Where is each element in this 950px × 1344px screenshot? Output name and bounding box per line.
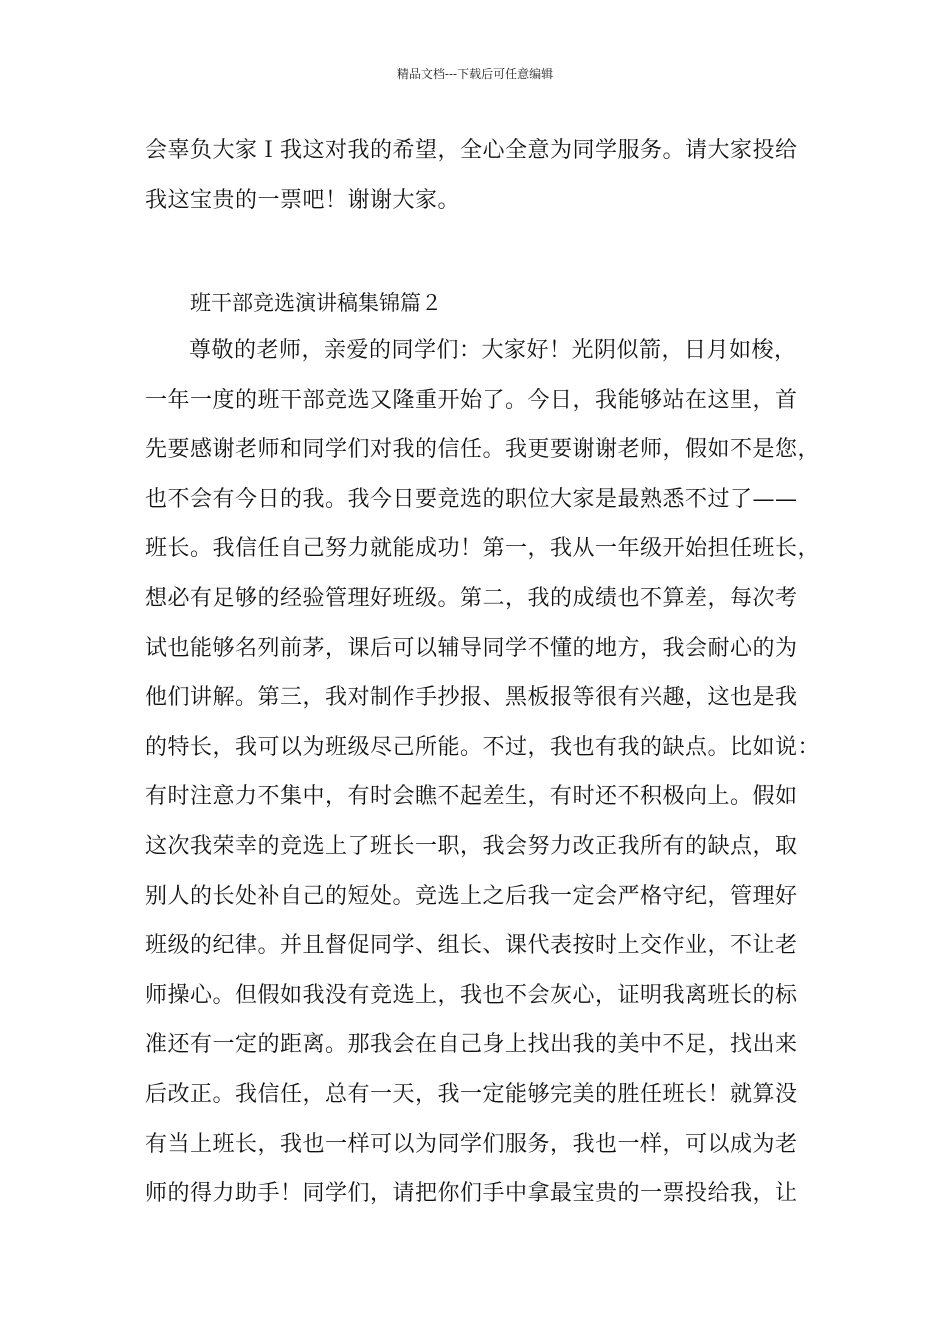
text-line: 后改正。我信任，总有一天，我一定能够完美的胜任班长！就算没 — [145, 1081, 798, 1107]
text-line: 别人的长处补自己的短处。竞选上之后我一定会严格守纪，管理好 — [145, 883, 798, 909]
text-line: 班长。我信任自己努力就能成功！第一，我从一年级开始担任班长， — [145, 536, 821, 562]
text-line: 他们讲解。第三，我对制作手抄报、黑板报等很有兴趣，这也是我 — [145, 685, 798, 711]
text-line: 有当上班长，我也一样可以为同学们服务，我也一样，可以成为老 — [145, 1131, 798, 1157]
text-line: 这次我荣幸的竞选上了班长一职，我会努力改正我所有的缺点，取 — [145, 833, 798, 859]
text-line: 一年一度的班干部竞选又隆重开始了。今日，我能够站在这里，首 — [145, 387, 798, 413]
text-line: 师的得力助手！同学们，请把你们手中拿最宝贵的一票投给我，让 — [145, 1181, 798, 1207]
text-line-first: 尊敬的老师，亲爱的同学们：大家好！光阴似箭，日月如梭， — [189, 338, 797, 363]
text-line: 准还有一定的距离。那我会在自己身上找出我的美中不足，找出来 — [145, 1032, 798, 1058]
text-line: 也不会有今日的我。我今日要竞选的职位大家是最熟悉不过了—— — [145, 486, 798, 512]
text-line: 师操心。但假如我没有竞选上，我也不会灰心，证明我离班长的标 — [145, 982, 798, 1008]
text-line: 先要感谢老师和同学们对我的信任。我更要谢谢老师，假如不是您， — [145, 437, 821, 463]
text-line: 会辜负大家Ｉ我这对我的希望，全心全意为同学服务。请大家投给 — [145, 138, 798, 163]
section-heading: 班干部竞选演讲稿集锦篇２ — [190, 291, 442, 315]
text-line: 我这宝贵的一票吧！谢谢大家。 — [145, 187, 461, 213]
text-line: 想必有足够的经验管理好班级。第二，我的成绩也不算差，每次考 — [145, 585, 798, 611]
speech-paragraph — [145, 326, 835, 1219]
text-line: 有时注意力不集中，有时会瞧不起差生，有时还不积极向上。假如 — [145, 784, 798, 810]
paragraph-continuation — [145, 126, 835, 225]
page-header: 精品文档---下载后可任意编辑 — [396, 67, 554, 81]
text-line: 试也能够名列前茅，课后可以辅导同学不懂的地方，我会耐心的为 — [145, 635, 798, 661]
text-line: 的特长，我可以为班级尽己所能。不过，我也有我的缺点。比如说： — [145, 734, 821, 760]
text-line: 班级的纪律。并且督促同学、组长、课代表按时上交作业，不让老 — [145, 933, 798, 959]
